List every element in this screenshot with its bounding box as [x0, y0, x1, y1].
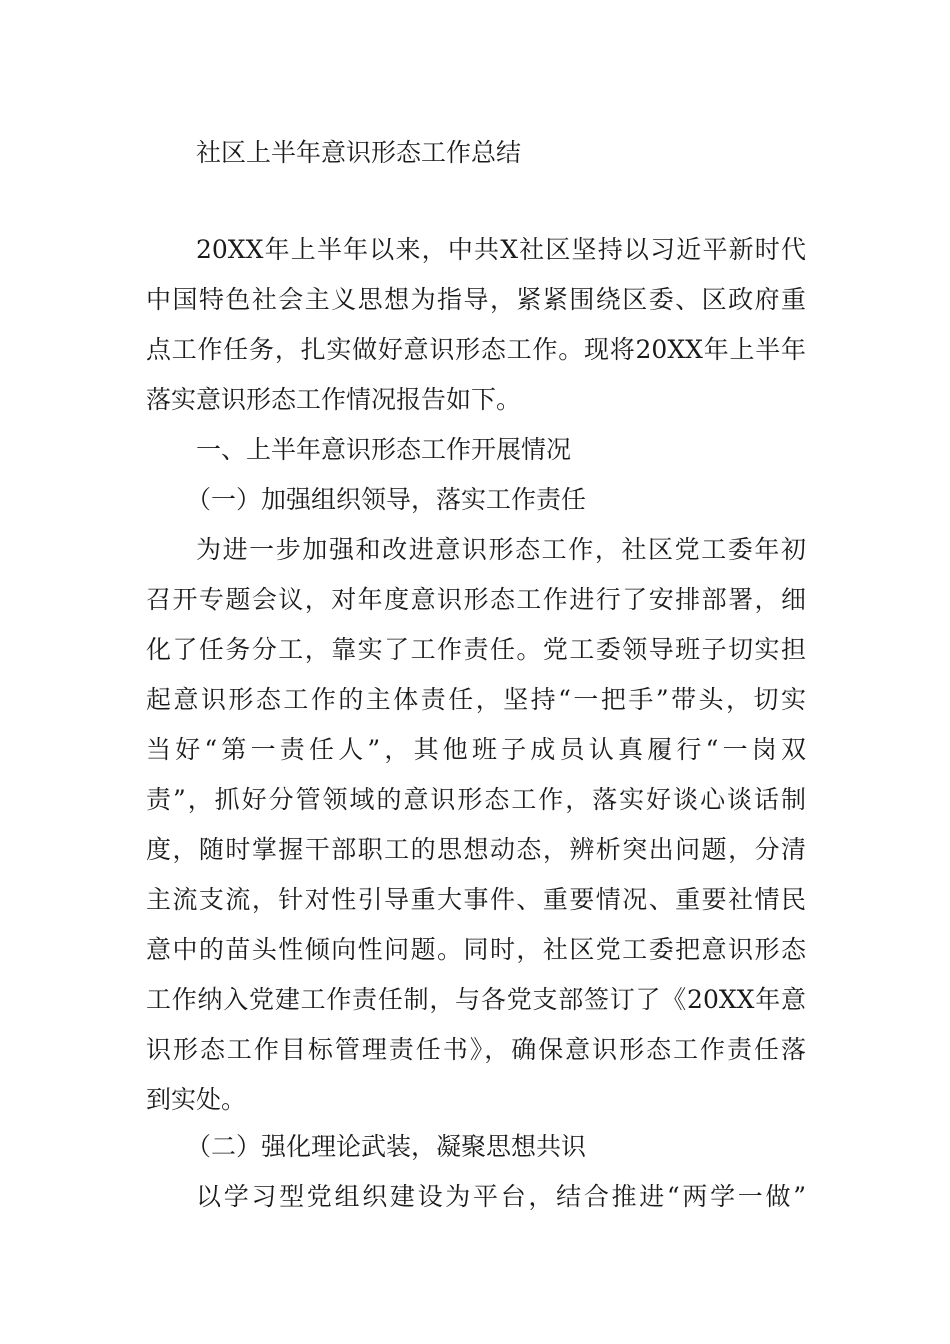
subsection-heading: （二）强化理论武装，凝聚思想共识	[186, 1132, 587, 1161]
paragraph-line: 当好“第一责任人”，其他班子成员认真履行“一岗双	[146, 735, 806, 764]
paragraph-line: 起意识形态工作的主体责任，坚持“一把手”带头，切实	[146, 685, 806, 714]
intro-line-3: 点工作任务，扎实做好意识形态工作。现将20XX年上半年	[146, 335, 806, 364]
subsection-heading: （一）加强组织领导，落实工作责任	[186, 485, 587, 514]
paragraph-line: 到实处。	[146, 1085, 247, 1114]
intro-line-4: 落实意识形态工作情况报告如下。	[146, 385, 522, 414]
intro-line-2: 中国特色社会主义思想为指导，紧紧围绕区委、区政府重	[146, 285, 806, 314]
paragraph-line: 度，随时掌握干部职工的思想动态，辨析突出问题，分清	[146, 835, 806, 864]
paragraph-line: 工作纳入党建工作责任制，与各党支部签订了《20XX年意	[146, 985, 806, 1014]
paragraph-line: 以学习型党组织建设为平台，结合推进“两学一做”	[196, 1182, 806, 1211]
paragraph-line: 责”，抓好分管领域的意识形态工作，落实好谈心谈话制	[146, 785, 806, 814]
paragraph-line: 召开专题会议，对年度意识形态工作进行了安排部署，细	[146, 585, 806, 614]
section-heading: 一、上半年意识形态工作开展情况	[196, 435, 572, 464]
paragraph-line: 主流支流，针对性引导重大事件、重要情况、重要社情民	[146, 885, 806, 914]
paragraph-line: 化了任务分工，靠实了工作责任。党工委领导班子切实担	[146, 635, 806, 664]
paragraph-line: 为进一步加强和改进意识形态工作，社区党工委年初	[196, 535, 806, 564]
paragraph-line: 意中的苗头性倾向性问题。同时，社区党工委把意识形态	[146, 935, 806, 964]
document-title: 社区上半年意识形态工作总结	[196, 138, 522, 167]
paragraph-line: 识形态工作目标管理责任书》，确保意识形态工作责任落	[146, 1035, 806, 1064]
intro-line-1: 20XX年上半年以来，中共X社区坚持以习近平新时代	[196, 235, 806, 264]
